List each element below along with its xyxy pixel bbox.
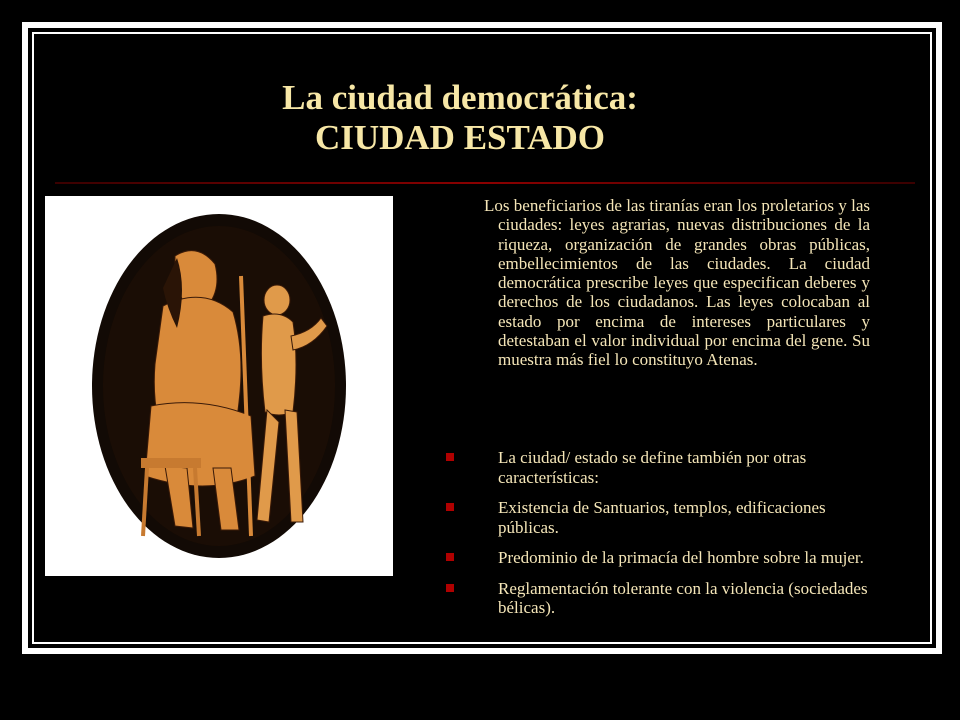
title-line-2: CIUDAD ESTADO bbox=[314, 118, 606, 157]
bullet-item bbox=[440, 448, 870, 487]
slide-title bbox=[90, 78, 830, 158]
bullet-text: Predominio de la primacía del hombre sobre la mujer. bbox=[498, 548, 864, 567]
square-bullet-icon bbox=[446, 503, 454, 511]
square-bullet-icon bbox=[446, 584, 454, 592]
title-divider bbox=[55, 182, 915, 184]
square-bullet-icon bbox=[446, 453, 454, 461]
bullet-item bbox=[440, 498, 870, 537]
bullet-list bbox=[440, 448, 870, 629]
greek-vase-image bbox=[45, 196, 393, 576]
title-line-1: La ciudad democrática: bbox=[282, 78, 638, 117]
bullet-item bbox=[440, 548, 870, 568]
greek-vase-painting-icon bbox=[45, 196, 393, 576]
bullet-text: Existencia de Santuarios, templos, edificaciones públicas. bbox=[498, 498, 826, 537]
paragraph-text: Los beneficiarios de las tiranías eran los proletarios y las ciudades: leyes agrarias, nuevas distribuciones de la riqueza, organización de grandes obras públicas, embellecimientos de las ciudades. La ciudad democrática prescribe leyes que especifican deberes y derechos de los ciudadanos. Las leyes colocaban al estado por encima de intereses particulares y detestaban el valor individual por encima del gene. Su muestra más fiel lo constituyo Atenas. bbox=[484, 196, 870, 370]
main-paragraph bbox=[484, 196, 870, 370]
bullet-text: Reglamentación tolerante con la violencia (sociedades bélicas). bbox=[498, 578, 868, 617]
bullet-text: La ciudad/ estado se define también por otras características: bbox=[498, 448, 807, 487]
square-bullet-icon bbox=[446, 553, 454, 561]
bullet-item bbox=[440, 579, 870, 618]
